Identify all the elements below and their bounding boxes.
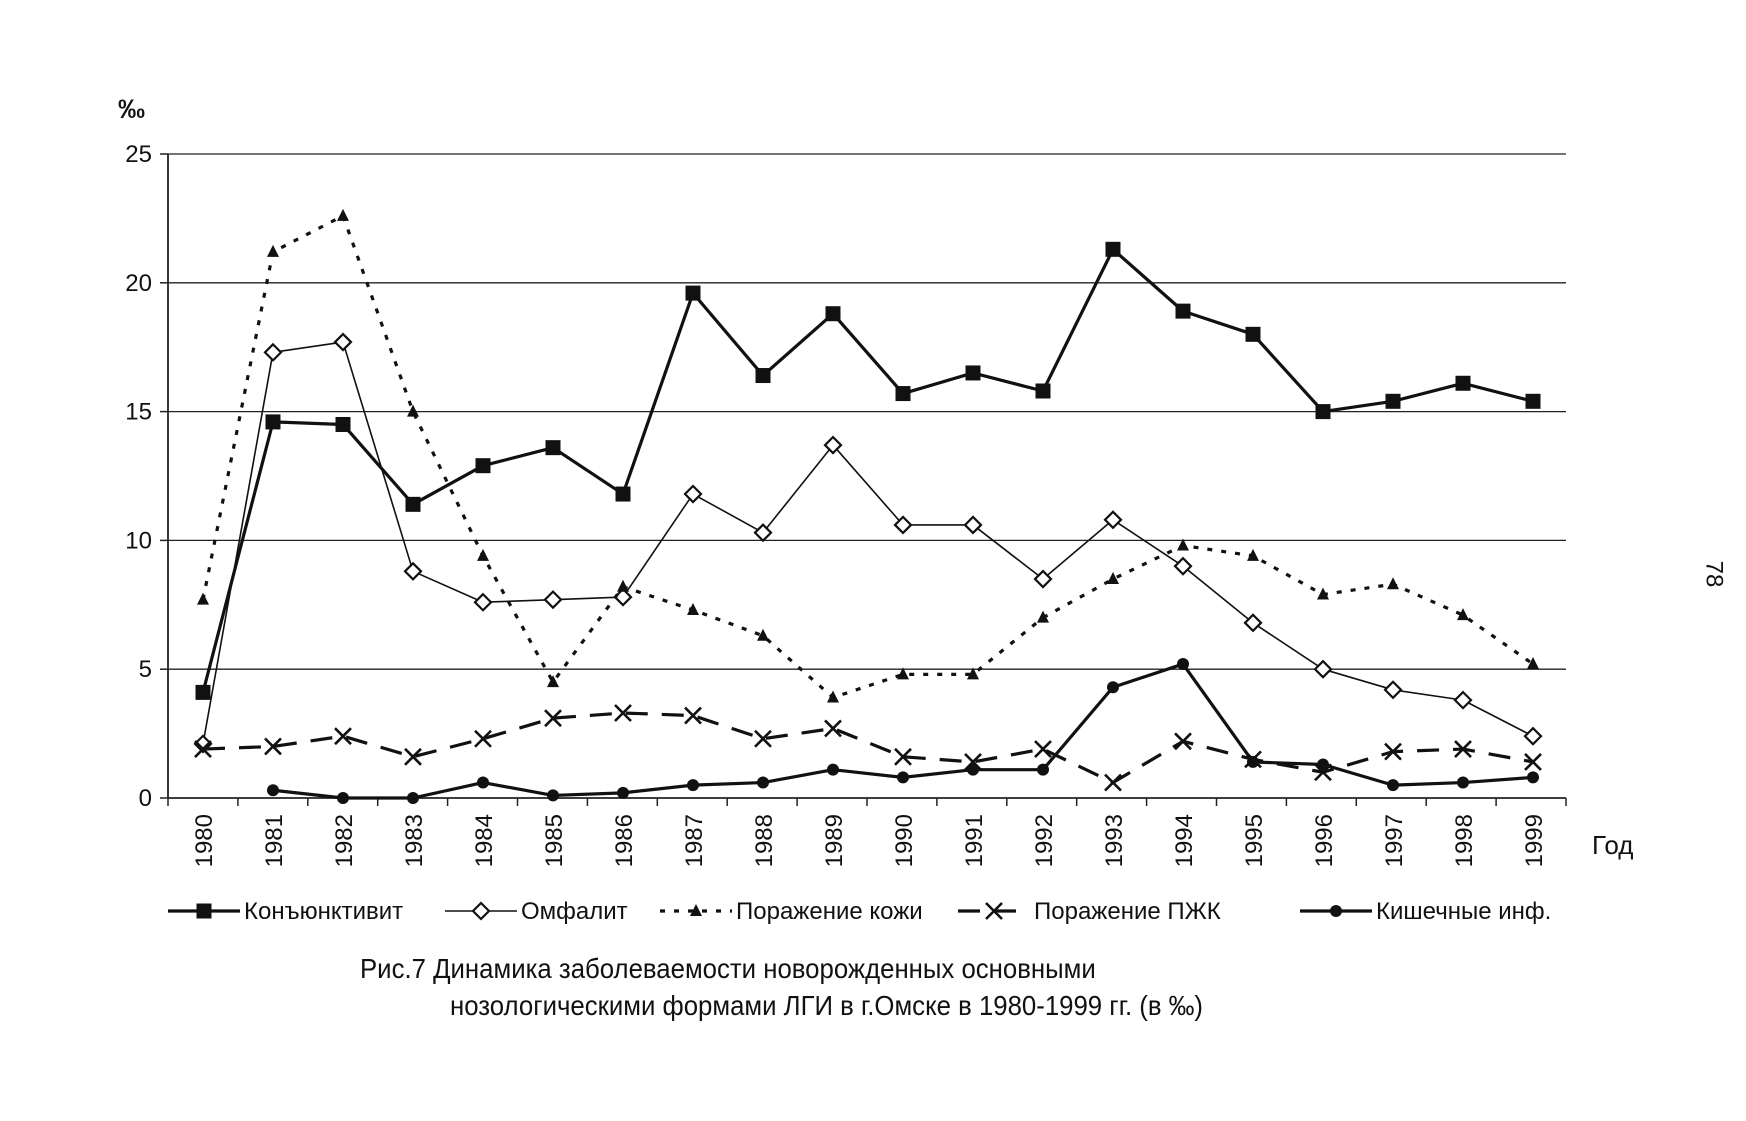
legend bbox=[168, 898, 1551, 925]
x-tick-label: 1999 bbox=[1521, 814, 1548, 868]
data-point bbox=[337, 792, 349, 804]
data-point bbox=[617, 787, 629, 799]
data-point bbox=[687, 603, 699, 615]
series-group bbox=[195, 209, 1541, 804]
data-point bbox=[1455, 692, 1471, 708]
legend-item-4 bbox=[958, 898, 1221, 925]
x-tick-label: 1998 bbox=[1451, 814, 1478, 868]
data-point bbox=[406, 497, 421, 512]
data-point bbox=[827, 764, 839, 776]
data-point bbox=[196, 685, 211, 700]
data-point bbox=[685, 486, 701, 502]
x-tick-label: 1983 bbox=[401, 814, 428, 868]
data-point bbox=[1176, 304, 1191, 319]
x-tick-label: 1993 bbox=[1101, 814, 1128, 868]
y-tick-label: 0 bbox=[138, 785, 152, 812]
grid-lines bbox=[168, 154, 1566, 669]
y-tick-label: 10 bbox=[125, 527, 152, 555]
series-1 bbox=[196, 242, 1541, 700]
x-tick-label: 1989 bbox=[821, 814, 848, 868]
series-line bbox=[203, 216, 1533, 698]
figure-caption-line1: Рис.7 Динамика заболеваемости новорожденных основными bbox=[360, 953, 1096, 984]
x-tick-labels bbox=[191, 814, 1548, 867]
data-point bbox=[337, 209, 349, 221]
figure-caption-line2: нозологическими формами ЛГИ в г.Омске в 1980-1999 гг. (в ‰) bbox=[450, 990, 1204, 1021]
data-point bbox=[755, 525, 771, 541]
data-point bbox=[336, 417, 351, 432]
data-point bbox=[475, 594, 491, 610]
data-point bbox=[1177, 658, 1189, 670]
legend-item-5 bbox=[1300, 898, 1551, 925]
data-point bbox=[265, 344, 281, 360]
data-point bbox=[1107, 681, 1119, 693]
data-point bbox=[616, 487, 631, 502]
data-point bbox=[757, 777, 769, 789]
data-point bbox=[1387, 779, 1399, 791]
data-point bbox=[966, 365, 981, 380]
data-point bbox=[1526, 394, 1541, 409]
data-point bbox=[827, 691, 839, 703]
data-point bbox=[197, 593, 209, 605]
data-point bbox=[1246, 327, 1261, 342]
data-point bbox=[547, 789, 559, 801]
data-point bbox=[546, 440, 561, 455]
x-tick-label: 1994 bbox=[1171, 814, 1198, 868]
data-point bbox=[266, 414, 281, 429]
x-tick-label: 1980 bbox=[191, 814, 218, 868]
data-point bbox=[1317, 759, 1329, 771]
legend-marker bbox=[473, 903, 489, 919]
y-tick-label: 25 bbox=[125, 141, 152, 168]
data-point bbox=[897, 771, 909, 783]
legend-label: Кишечные инф. bbox=[1376, 898, 1552, 925]
data-point bbox=[267, 245, 279, 257]
data-point bbox=[825, 720, 841, 736]
data-point bbox=[1036, 383, 1051, 398]
legend-item-2 bbox=[445, 898, 628, 925]
legend-item-1 bbox=[168, 898, 403, 925]
x-tick-label: 1995 bbox=[1241, 814, 1268, 868]
series-4 bbox=[195, 705, 1541, 791]
legend-marker bbox=[1330, 905, 1342, 917]
series-line bbox=[203, 249, 1533, 692]
data-point bbox=[407, 405, 419, 417]
data-point bbox=[1315, 661, 1331, 677]
data-point bbox=[407, 792, 419, 804]
data-point bbox=[1456, 376, 1471, 391]
data-point bbox=[1385, 682, 1401, 698]
legend-marker bbox=[197, 904, 212, 919]
data-point bbox=[1247, 756, 1259, 768]
y-tick-labels bbox=[125, 141, 152, 812]
data-point bbox=[685, 708, 701, 724]
x-tick-label: 1990 bbox=[891, 814, 918, 868]
x-tick-label: 1996 bbox=[1311, 814, 1338, 868]
x-tick-label: 1997 bbox=[1381, 814, 1408, 868]
data-point bbox=[1525, 728, 1541, 744]
x-tick-label: 1991 bbox=[961, 814, 988, 868]
data-point bbox=[826, 306, 841, 321]
data-point bbox=[405, 563, 421, 579]
x-tick-label: 1986 bbox=[611, 814, 638, 868]
y-tick-label: 15 bbox=[125, 398, 152, 426]
x-tick-label: 1988 bbox=[751, 814, 778, 868]
page-number: 78 bbox=[1700, 560, 1728, 588]
data-point bbox=[1106, 242, 1121, 257]
series-2 bbox=[195, 334, 1541, 752]
data-point bbox=[756, 368, 771, 383]
data-point bbox=[1316, 404, 1331, 419]
legend-label: Поражение кожи bbox=[736, 898, 923, 925]
data-point bbox=[1386, 394, 1401, 409]
data-point bbox=[687, 779, 699, 791]
legend-item-3 bbox=[660, 898, 923, 925]
x-axis-label: Год bbox=[1592, 830, 1634, 860]
data-point bbox=[1457, 777, 1469, 789]
data-point bbox=[1105, 775, 1121, 791]
x-tick-label: 1987 bbox=[681, 814, 708, 868]
data-point bbox=[1035, 741, 1051, 757]
x-tick-label: 1981 bbox=[261, 814, 288, 868]
data-point bbox=[686, 286, 701, 301]
data-point bbox=[1387, 577, 1399, 589]
data-point bbox=[617, 580, 629, 592]
data-point bbox=[965, 517, 981, 533]
y-axis-unit: ‰ bbox=[118, 94, 145, 124]
legend-label: Конъюнктивит bbox=[244, 898, 404, 925]
series-5 bbox=[267, 658, 1539, 804]
x-tick-label: 1984 bbox=[471, 814, 498, 868]
y-tick-label: 5 bbox=[138, 656, 152, 684]
x-tick-label: 1992 bbox=[1031, 814, 1058, 868]
series-line bbox=[203, 342, 1533, 744]
data-point bbox=[477, 549, 489, 561]
data-point bbox=[1527, 771, 1539, 783]
y-tick-label: 20 bbox=[125, 269, 152, 297]
x-tick-label: 1982 bbox=[331, 814, 358, 868]
x-tick-label: 1985 bbox=[541, 814, 568, 868]
data-point bbox=[545, 592, 561, 608]
data-point bbox=[476, 458, 491, 473]
legend-label: Омфалит bbox=[521, 898, 628, 925]
legend-label: Поражение ПЖК bbox=[1034, 898, 1221, 925]
data-point bbox=[896, 386, 911, 401]
data-point bbox=[335, 334, 351, 350]
data-point bbox=[1175, 558, 1191, 574]
data-point bbox=[967, 764, 979, 776]
data-point bbox=[1037, 764, 1049, 776]
data-point bbox=[267, 784, 279, 796]
data-point bbox=[477, 777, 489, 789]
data-point bbox=[1247, 549, 1259, 561]
data-point bbox=[1245, 615, 1261, 631]
